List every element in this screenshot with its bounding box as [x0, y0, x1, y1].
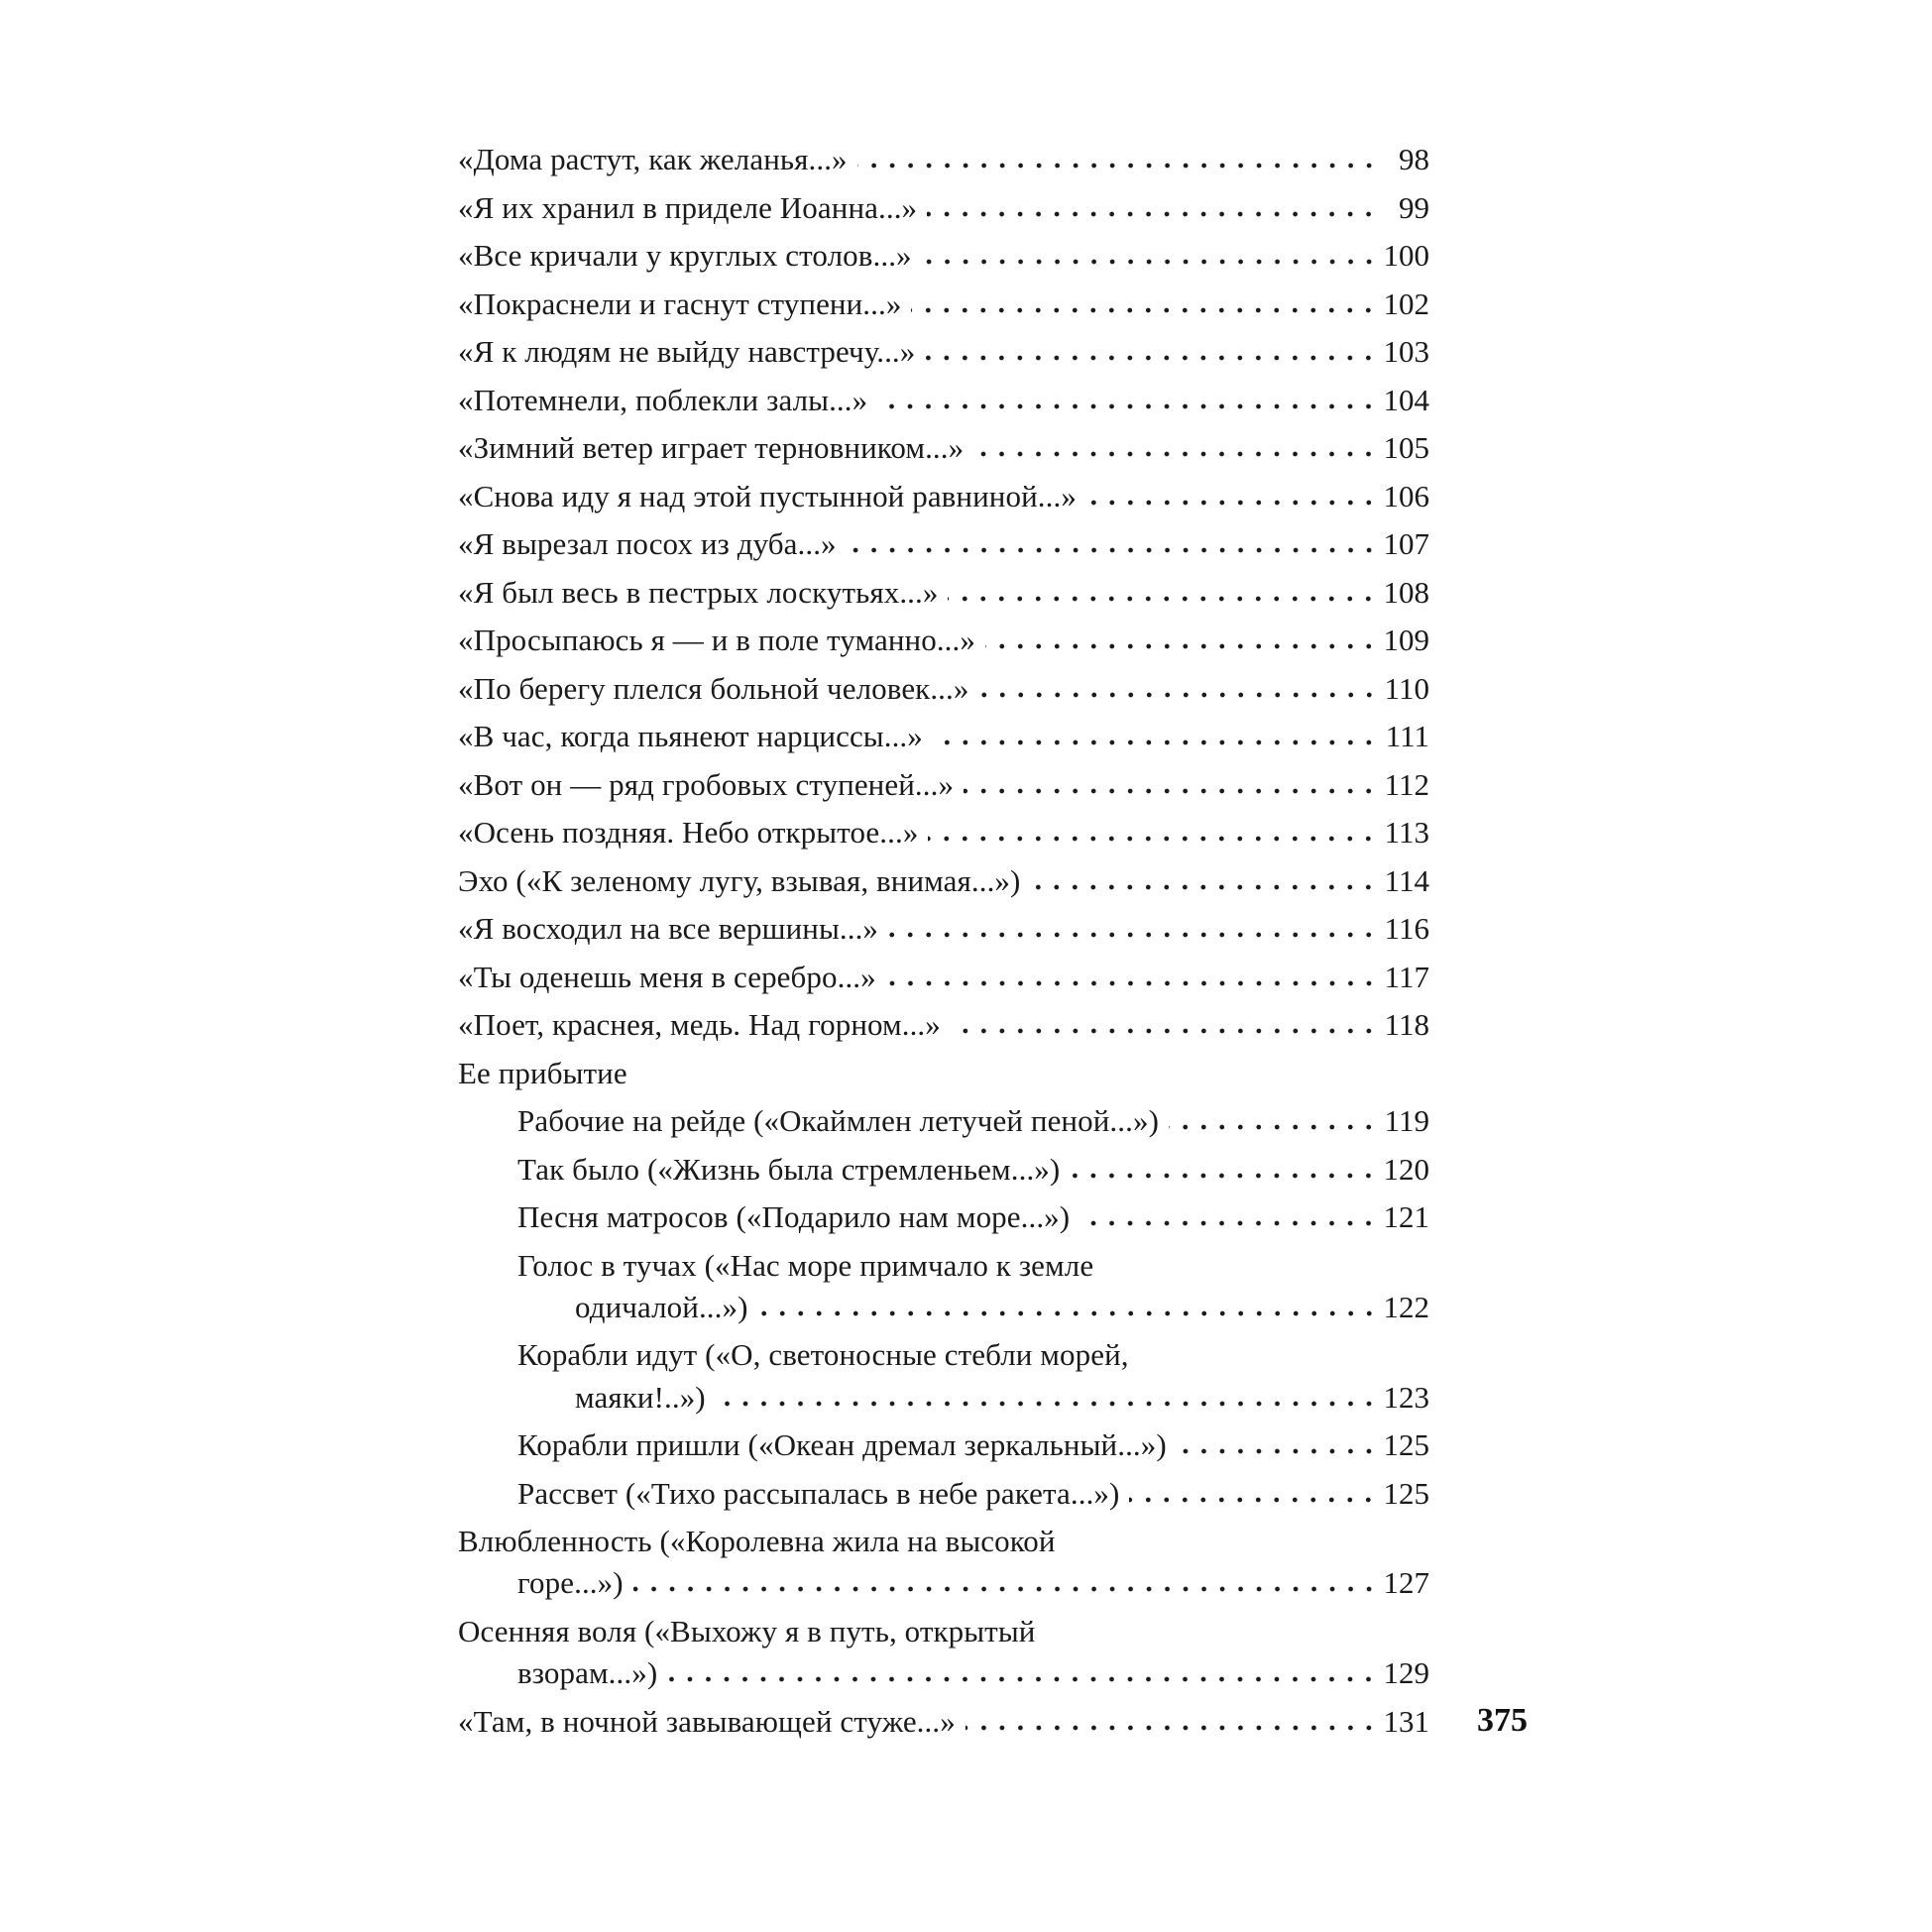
- toc-entry: [458, 624, 1429, 657]
- entry-title: «Покраснели и гаснут ступени...»: [458, 286, 902, 321]
- dot-leader: [633, 1586, 1378, 1592]
- entry-page: 123: [1383, 1380, 1429, 1415]
- toc-entry: [458, 431, 1429, 465]
- entry-page: 125: [1383, 1476, 1429, 1511]
- dot-leader: [979, 692, 1379, 698]
- entry-title: «Я вырезал посох из дуба...»: [458, 526, 837, 561]
- entry-title: «Осень поздняя. Небо открытое...»: [458, 815, 919, 850]
- dot-leader: [951, 1028, 1378, 1034]
- entry-page: 118: [1384, 1007, 1429, 1042]
- dot-leader: [933, 739, 1378, 745]
- dot-leader: [886, 980, 1378, 986]
- dot-leader: [911, 307, 1378, 313]
- entry-title-continued: горе...»): [517, 1565, 624, 1600]
- entry-title: «Просыпаюсь я — и в поле туманно...»: [458, 623, 975, 657]
- dot-leader: [1070, 1173, 1378, 1179]
- entry-title: «Я был весь в пестрых лоскутьях...»: [458, 575, 939, 610]
- entry-page: 103: [1383, 334, 1429, 369]
- entry-title: Рассвет («Тихо рассыпалась в небе ракета...»): [517, 1476, 1120, 1511]
- toc-entry: [458, 335, 1429, 369]
- entry-title: Корабли идут («О, светоносные стебли морей,: [517, 1337, 1129, 1372]
- toc-entry: [458, 720, 1429, 753]
- dot-leader: [948, 596, 1378, 602]
- entry-page: 119: [1384, 1103, 1429, 1138]
- toc-subentry: [517, 1153, 1429, 1187]
- toc-entry: [458, 143, 1429, 176]
- entry-page: 106: [1383, 479, 1429, 513]
- entry-page: 105: [1383, 430, 1429, 465]
- dot-leader: [877, 403, 1378, 409]
- toc-entry: [458, 768, 1429, 802]
- dot-leader: [927, 211, 1378, 217]
- entry-title: «По берегу плелся больной человек...»: [458, 671, 969, 706]
- entry-title: «Поет, краснея, медь. Над горном...»: [458, 1007, 941, 1042]
- entry-title: Так было («Жизнь была стремленьем...»): [517, 1152, 1061, 1187]
- entry-title: «Я восходил на все вершины...»: [458, 911, 879, 946]
- toc-entry: [458, 384, 1429, 417]
- entry-page: 113: [1384, 815, 1429, 850]
- toc-subentry: [517, 1200, 1429, 1234]
- dot-leader: [925, 355, 1378, 361]
- toc-entry: [458, 576, 1429, 610]
- entry-page: 122: [1383, 1290, 1429, 1324]
- entry-title: Корабли пришли («Океан дремал зеркальный...»): [517, 1427, 1167, 1462]
- toc-section-heading: [458, 1057, 1429, 1090]
- entry-page: 112: [1384, 767, 1429, 802]
- dot-leader: [847, 547, 1378, 553]
- entry-page: 99: [1399, 190, 1429, 225]
- toc-entry: [458, 816, 1429, 850]
- toc-entry: [458, 480, 1429, 513]
- toc-entry: [458, 961, 1429, 994]
- entry-title: «Потемнели, поблекли залы...»: [458, 383, 868, 417]
- page-number: 375: [1477, 1702, 1528, 1739]
- toc-entry-line2: [517, 1656, 1429, 1690]
- entry-title: «Там, в ночной завывающей стуже...»: [458, 1704, 956, 1739]
- entry-page: 114: [1384, 863, 1429, 898]
- entry-title-continued: взорам...»): [517, 1655, 658, 1690]
- toc-entry: [458, 191, 1429, 225]
- entry-page: 117: [1384, 960, 1429, 994]
- toc-subentry: [517, 1428, 1429, 1462]
- toc-entry: [458, 912, 1429, 946]
- toc-entry-line1: [458, 1525, 1429, 1558]
- entry-page: 107: [1383, 526, 1429, 561]
- entry-title: Эхо («К зеленому лугу, взывая, внимая...»): [458, 863, 1021, 898]
- entry-title: «Снова иду я над этой пустынной равниной...»: [458, 479, 1077, 513]
- entry-page: 121: [1383, 1199, 1429, 1234]
- entry-page: 100: [1383, 238, 1429, 273]
- dot-leader: [973, 451, 1378, 457]
- toc-entry: [458, 1008, 1429, 1042]
- entry-page: 116: [1384, 911, 1429, 946]
- toc-entry: [458, 672, 1429, 706]
- dot-leader: [758, 1310, 1378, 1316]
- dot-leader: [888, 932, 1378, 938]
- entry-title: Влюбленность («Королевна жила на высокой: [458, 1524, 1056, 1558]
- toc-entry: [458, 287, 1429, 321]
- toc-entry-line1: [458, 1615, 1429, 1648]
- toc-entry: [458, 239, 1429, 273]
- dot-leader: [1086, 500, 1378, 506]
- toc-entry: [458, 864, 1429, 898]
- entry-page: 129: [1383, 1655, 1429, 1690]
- dot-leader: [667, 1676, 1378, 1682]
- entry-title-continued: одичалой...»): [575, 1290, 748, 1324]
- dot-leader: [922, 259, 1378, 265]
- toc-entry-line2: [517, 1566, 1429, 1600]
- entry-page: 131: [1383, 1704, 1429, 1739]
- toc-entry: [458, 1705, 1429, 1739]
- entry-page: 104: [1383, 383, 1429, 417]
- toc-subentry-line1: [517, 1338, 1429, 1372]
- entry-title: «Я к людям не выйду навстречу...»: [458, 334, 916, 369]
- toc-subentry-line1: [517, 1249, 1429, 1283]
- entry-title: «Все кричали у круглых столов...»: [458, 238, 912, 273]
- dot-leader: [1129, 1497, 1378, 1503]
- entry-page: 127: [1383, 1565, 1429, 1600]
- toc-subentry: [517, 1477, 1429, 1511]
- dot-leader: [857, 163, 1378, 169]
- entry-page: 111: [1385, 719, 1429, 753]
- entry-title-continued: маяки!..»): [575, 1380, 706, 1415]
- entry-title: «Зимний ветер играет терновником...»: [458, 430, 965, 465]
- entry-title: «В час, когда пьянеют нарциссы...»: [458, 719, 923, 753]
- dot-leader: [964, 788, 1378, 794]
- entry-page: 125: [1383, 1427, 1429, 1462]
- entry-title: «Я их хранил в приделе Иоанна...»: [458, 190, 918, 225]
- entry-page: 109: [1383, 623, 1429, 657]
- entry-title: Осенняя воля («Выхожу я в путь, открытый: [458, 1614, 1036, 1648]
- toc-subentry-line2: [575, 1381, 1429, 1415]
- entry-title: Голос в тучах («Нас море примчало к земле: [517, 1248, 1094, 1283]
- entry-page: 108: [1383, 575, 1429, 610]
- entry-page: 102: [1383, 286, 1429, 321]
- toc-subentry-line2: [575, 1291, 1429, 1324]
- dot-leader: [1177, 1448, 1378, 1454]
- dot-leader: [966, 1725, 1378, 1731]
- section-title: Ее прибытие: [458, 1056, 627, 1090]
- entry-page: 110: [1384, 671, 1429, 706]
- entry-title: «Дома растут, как желанья...»: [458, 142, 848, 176]
- entry-title: «Вот он — ряд гробовых ступеней...»: [458, 767, 955, 802]
- dot-leader: [1169, 1124, 1378, 1130]
- entry-title: Песня матросов («Подарило нам море...»): [517, 1199, 1071, 1234]
- dot-leader: [1080, 1220, 1378, 1226]
- entry-page: 98: [1399, 142, 1429, 176]
- dot-leader: [928, 836, 1378, 842]
- toc-entry: [458, 527, 1429, 561]
- toc-subentry: [517, 1104, 1429, 1138]
- entry-page: 120: [1383, 1152, 1429, 1187]
- entry-title: Рабочие на рейде («Окаймлен летучей пеной...»): [517, 1103, 1159, 1138]
- dot-leader: [1030, 884, 1378, 890]
- dot-leader: [716, 1401, 1378, 1407]
- entry-title: «Ты оденешь меня в серебро...»: [458, 960, 876, 994]
- dot-leader: [985, 643, 1378, 649]
